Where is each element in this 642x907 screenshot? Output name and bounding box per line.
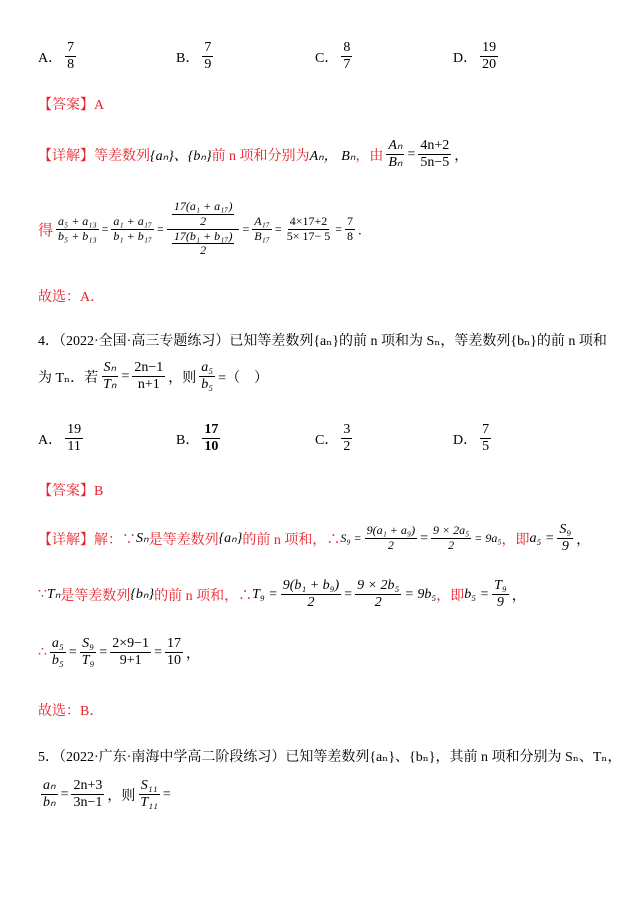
option-fraction xyxy=(202,40,213,73)
numerator: T₉ xyxy=(492,578,509,595)
option-fraction xyxy=(341,422,352,455)
denominator: 8 xyxy=(347,228,354,243)
detail-text: ∴ xyxy=(38,645,47,661)
fraction xyxy=(418,138,451,171)
denominator: 3n−1 xyxy=(73,795,103,811)
numerator: 2n−1 xyxy=(132,360,165,377)
fraction xyxy=(172,230,235,259)
numerator: 7 xyxy=(65,40,76,57)
q3-option-b xyxy=(176,40,216,73)
math: = 9a₅ xyxy=(474,531,502,546)
q3-option-c xyxy=(315,40,355,73)
q3-answer: 【答案】A xyxy=(38,98,105,113)
fraction xyxy=(165,636,183,669)
numerator: A₁₇ xyxy=(254,213,270,228)
q3-choice: 故选：A． xyxy=(38,290,105,305)
detail-text: 前 n 项和分别为 xyxy=(211,148,310,164)
math: a₅ = xyxy=(529,530,555,546)
numerator: a₅ + a₁₃ xyxy=(58,213,97,228)
option-label: C． xyxy=(315,50,339,66)
fraction xyxy=(132,360,165,393)
detail-text: ，由 xyxy=(355,148,384,164)
denominator: n+1 xyxy=(137,377,160,393)
comma: ， xyxy=(511,588,526,604)
detail-text: 【详解】等差数列 xyxy=(38,148,150,164)
numerator: 9(b₁ + b₉) xyxy=(281,578,342,595)
numerator: Sₙ xyxy=(102,360,119,377)
comma: ， xyxy=(454,148,469,164)
math-vars: Aₙ， Bₙ xyxy=(309,148,356,164)
detail-text: ，即 xyxy=(501,532,530,548)
q4-option-b xyxy=(176,422,223,455)
equals: = xyxy=(162,786,171,802)
fraction xyxy=(281,578,342,611)
q4-detail-line2: ∵ Tₙ 是等差数列 {bₙ} 的前 n 项和，∴ T₉ = $\frac{\text{9(b₁ + b₉)}}{2}$ = $\frac{\text{9 × 2b₅}}{2}$ = 9b₅ ，即 b₅ = $\frac{\text{T₉}}{9}$ ， xyxy=(38,578,526,611)
q4-question-line2 xyxy=(38,360,268,393)
denominator: T₉ xyxy=(81,653,95,669)
numerator: 4n+2 xyxy=(418,138,451,155)
denominator: 2 xyxy=(343,439,351,455)
numerator: 17 xyxy=(165,636,183,653)
denominator: 10 xyxy=(166,653,181,669)
math: b₅ = xyxy=(464,586,490,602)
q4-question-line1: 4．（2022·全国·高三专题练习）已知等差数列{aₙ}的前 n 项和为 Sₙ，等差数列{bₙ}的前 n 项和 xyxy=(38,334,607,349)
fraction xyxy=(56,215,99,244)
numerator: 17(b₁ + b₁₇) xyxy=(173,228,233,243)
numerator: 19 xyxy=(480,40,498,57)
equals: = xyxy=(407,146,416,162)
numerator: 2n+3 xyxy=(71,778,104,795)
numerator: a₁ + a₁₇ xyxy=(113,213,153,228)
fraction xyxy=(492,578,509,611)
detail-text: 【详解】解：∵ xyxy=(38,532,136,548)
q4-choice: 故选：B． xyxy=(38,704,104,719)
detail-text: ∵ xyxy=(38,587,47,603)
question-text: ，则 xyxy=(107,788,136,804)
numerator: 9 × 2a₅ xyxy=(432,523,470,538)
fraction xyxy=(252,215,272,244)
denominator: 5n−5 xyxy=(420,155,450,171)
denominator: b₅ xyxy=(201,377,214,393)
numerator: S₉ xyxy=(557,522,573,539)
denominator xyxy=(167,230,240,259)
math: T₉ = xyxy=(252,586,278,602)
q4-option-d xyxy=(453,422,494,455)
fraction xyxy=(199,360,215,393)
fraction xyxy=(41,778,58,811)
numerator: a₅ xyxy=(199,360,215,377)
numerator: a₅ xyxy=(50,636,66,653)
denominator: b₅ xyxy=(51,653,64,669)
detail-text: 的前 n 项和，∴ xyxy=(154,588,253,604)
numerator: 3 xyxy=(341,422,352,439)
fraction xyxy=(101,360,118,393)
q5-question-line1: 5．（2022·广东·南海中学高二阶段练习）已知等差数列{aₙ}、{bₙ}，其前 n 项和分别为 Sₙ、Tₙ， xyxy=(38,750,622,765)
numerator: 7 xyxy=(202,40,213,57)
denominator: b₁ + b₁₇ xyxy=(113,228,153,243)
numerator: 4×17+2 xyxy=(289,213,328,228)
option-label: C． xyxy=(315,432,339,448)
question-text: ，则 xyxy=(168,370,197,386)
q4-detail-line1: 【详解】解：∵ Sₙ 是等差数列 {aₙ} 的前 n 项和，∴ S₉ = $\frac{\text{9(a₁ + a₉)}}{2}$ = $\frac{\text{9 × 2a₅}}{2}$ = 9a₅ ，即 a₅ = $\frac{\text{S₉}}{9}$ ， xyxy=(38,522,591,555)
denominator: 9+1 xyxy=(119,653,142,669)
fraction xyxy=(172,200,235,229)
denominator: 10 xyxy=(204,439,219,455)
option-label: A． xyxy=(38,432,63,448)
denominator: 2 xyxy=(307,595,315,611)
denominator: 2 xyxy=(374,595,382,611)
option-fraction xyxy=(202,422,220,455)
numerator: 17 xyxy=(202,422,220,439)
fraction xyxy=(557,522,573,555)
numerator xyxy=(167,200,240,230)
fraction xyxy=(431,524,471,553)
q3-option-a xyxy=(38,40,79,73)
detail-text: ，即 xyxy=(436,588,465,604)
numerator: 7 xyxy=(480,422,491,439)
numerator: aₙ xyxy=(41,778,58,795)
option-fraction xyxy=(65,40,76,73)
denominator: bₙ xyxy=(43,795,56,811)
math: Tₙ xyxy=(46,587,61,603)
denominator: 11 xyxy=(67,439,81,455)
denominator: 7 xyxy=(343,57,351,73)
q5-question-line2: $\frac{\text{aₙ}}{\text{bₙ}}$ = $\frac{2n+3}{3n-1}$ ，则 $\frac{\text{S₁₁}}{\text{T₁₁}}$ = xyxy=(43,778,171,811)
denominator: Bₙ xyxy=(388,155,403,171)
option-label: A． xyxy=(38,50,63,66)
detail-text: 是等差数列 xyxy=(148,532,219,548)
denominator: 2 xyxy=(448,538,455,553)
compound-fraction xyxy=(167,200,240,258)
denominator: 9 xyxy=(204,57,212,73)
denominator: 20 xyxy=(482,57,497,73)
comma: ， xyxy=(576,532,591,548)
denominator: Tₙ xyxy=(103,377,117,393)
denominator: b₅ + b₁₃ xyxy=(58,228,97,243)
fraction xyxy=(71,778,104,811)
math: Sₙ xyxy=(136,531,149,547)
option-fraction xyxy=(480,40,498,73)
numerator: 9(a₁ + a₉) xyxy=(366,523,416,538)
fraction xyxy=(110,636,151,669)
numerator: 17(a₁ + a₁₇) xyxy=(173,199,233,213)
option-label: B． xyxy=(176,50,200,66)
numerator: S₉ xyxy=(80,636,96,653)
denominator: 5 xyxy=(482,439,490,455)
math-seq: {aₙ}、{bₙ} xyxy=(150,148,212,164)
fraction xyxy=(386,138,404,171)
q3-derivation: 得 $\frac{\text{a₅ + a₁₃}}{\text{b₅ + b₁₃}}$ = $\frac{\text{a₁ + a₁₇}}{\text{b₁ + b₁₇}}$ = $\frac{\frac{\text{17(a₁ + a₁₇)}}{2}}{\frac{\text{17(b₁ + b₁₇)}}{2}}$ = $\frac{\text{A₁₇}}{\text{B₁₇}}$ = $\frac{4\times 17+2}{5\times 17- 5}$ = $\frac{7}{8}$ ． xyxy=(38,199,371,258)
math: {bₙ} xyxy=(130,587,155,603)
denominator: 2 xyxy=(200,213,207,228)
numerator: 7 xyxy=(347,213,354,228)
denominator: T₁₁ xyxy=(140,795,158,811)
numerator: Aₙ xyxy=(386,138,404,155)
q4-option-c xyxy=(315,422,355,455)
comma: ， xyxy=(185,646,200,662)
math: {aₙ} xyxy=(218,531,243,547)
q3-option-d xyxy=(453,40,501,73)
denominator: 9 xyxy=(496,595,504,611)
option-fraction xyxy=(65,422,83,455)
q3-detail-line1 xyxy=(38,138,468,171)
denominator: 8 xyxy=(67,57,75,73)
period: ． xyxy=(358,222,371,237)
option-fraction xyxy=(480,422,491,455)
q4-answer: 【答案】B xyxy=(38,484,104,499)
fraction xyxy=(138,778,160,811)
denominator: 9 xyxy=(561,539,569,555)
question-text: 为 Tₙ．若 xyxy=(38,370,99,386)
fraction xyxy=(50,636,66,669)
q4-detail-line3: ∴ $\frac{\text{a₅}}{\text{b₅}}$ = $\frac{\text{S₉}}{\text{T₉}}$ = $\frac{2\times 9-1}{9+1}$ = $\frac{17}{10}$ ， xyxy=(38,636,200,669)
numerator: S₁₁ xyxy=(139,778,160,795)
option-label: D． xyxy=(453,432,478,448)
denominator: 2 xyxy=(387,538,394,553)
q4-option-a xyxy=(38,422,86,455)
fraction xyxy=(345,215,355,244)
math: S₉ = xyxy=(340,531,362,546)
denominator: B₁₇ xyxy=(254,228,270,243)
denominator: 2 xyxy=(200,243,207,258)
question-text: =（ ） xyxy=(218,370,269,386)
equals: = xyxy=(121,368,130,384)
detail-text: 的前 n 项和，∴ xyxy=(242,532,341,548)
detail-text: 是等差数列 xyxy=(60,588,131,604)
option-label: D． xyxy=(453,50,478,66)
fraction xyxy=(355,578,401,611)
numerator: 2×9−1 xyxy=(110,636,151,653)
option-label: B． xyxy=(176,432,200,448)
option-fraction xyxy=(341,40,352,73)
numerator: 8 xyxy=(341,40,352,57)
numerator: 9 × 2b₅ xyxy=(355,578,401,595)
detail-text: 得 xyxy=(38,222,54,239)
math: = 9b₅ xyxy=(404,586,437,602)
numerator: 19 xyxy=(65,422,83,439)
fraction xyxy=(80,636,97,669)
fraction xyxy=(111,215,154,244)
denominator: 5× 17− 5 xyxy=(286,228,331,243)
fraction xyxy=(285,215,333,244)
fraction xyxy=(365,524,417,553)
